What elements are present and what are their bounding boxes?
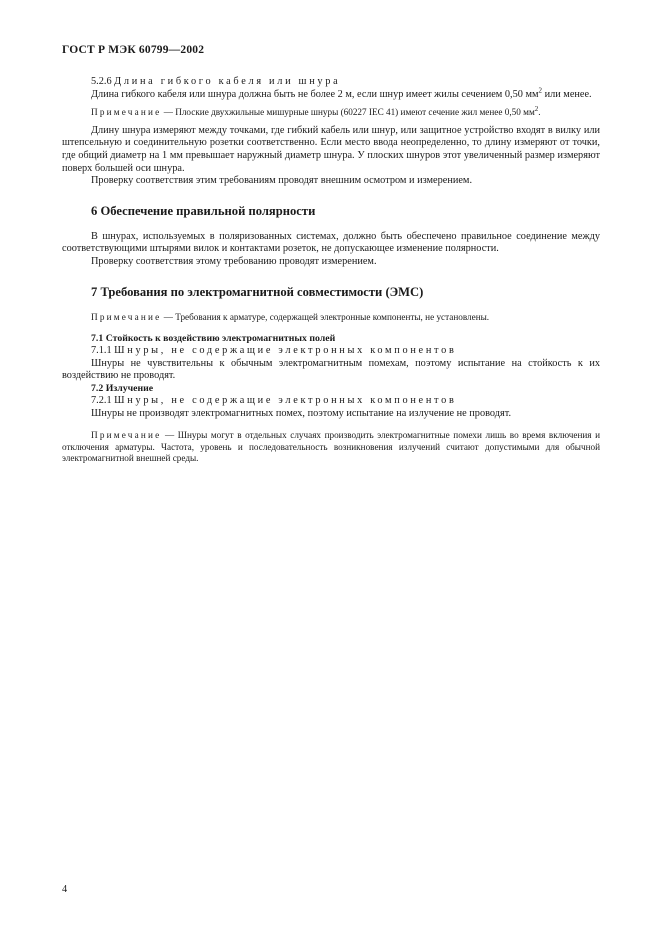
clause-7-2-heading: 7.2 Излучение — [91, 382, 154, 394]
note-label: Примечание — [91, 311, 162, 322]
clause-5-2-6-paragraph-3: Проверку соответствия этим требованиям проводят внешним осмотром и измерением. — [91, 175, 473, 187]
clause-7-1-1-text: Шнуры не чувствительны к обычным электромагнитным помехам, поэтому испытание на стойкость к их воздействию не проводят. — [62, 357, 600, 382]
section-7-heading: 7 Требования по электромагнитной совместимости (ЭМС) — [91, 284, 424, 299]
clause-5-2-6-heading — [62, 76, 600, 89]
clause-5-2-6-paragraph-1: Длина гибкого кабеля или шнура должна быть не более 2 м, если шнур имеет жилы сечением 0,50 $мм^2$ или менее. — [91, 86, 592, 100]
clause-7-1-heading: 7.1 Стойкость к воздействию электромагнитных полей — [91, 333, 336, 345]
clause-7-2-note: Примечание — Шнуры могут в отдельных случаях производить электромагнитные помехи лишь во время включения и отключения арматуры. Частота, уровень и последовательность возникновения излучений считают допустимыми для обычной электромагнитной внешней среды. — [62, 430, 600, 464]
section-6-paragraph-2: Проверку соответствия этому требованию проводят измерением. — [91, 255, 377, 267]
clause-number: 5.2.6 — [91, 76, 112, 87]
section-6-paragraph-1: В шнурах, используемых в поляризованных системах, должно быть обеспечено правильное соединение между соответствующими штырями вилок и контактами розеток, не допускающее изменение полярности. — [62, 230, 600, 255]
clause-5-2-6-note: Примечание — Плоские двухжильные мишурные шнуры (60227 IEC 41) имеют сечение жил менее 0,50 $мм^2$. — [91, 105, 541, 118]
clause-5-2-6-paragraph-2: Длину шнура измеряют между точками, где гибкий кабель или шнур, или защитное устройство входят в вилку или штепсельную и соединительную розетки соответственно. Если место ввода неопределенно, то длину измеряют от точки, где общий диаметр на 1 мм превышает наружный диаметр шнура. У плоских шнуров этот увеличенный размер измеряют поверх большей оси шнура. — [62, 124, 600, 174]
clause-7-1-1-heading: 7.1.1 Шнуры, не содержащие электронных компонентов — [91, 345, 457, 357]
document-header: ГОСТ Р МЭК 60799—2002 — [62, 44, 205, 56]
section-6-heading: 6 Обеспечение правильной полярности — [91, 203, 316, 218]
clause-7-2-1-heading: 7.2.1 Шнуры, не содержащие электронных компонентов — [91, 394, 457, 406]
note-label: Примечание — [91, 107, 162, 118]
document-page — [62, 44, 600, 471]
page-number: 4 — [62, 884, 68, 895]
clause-title: Длина гибкого кабеля или шнура — [114, 76, 341, 87]
section-7-note: Примечание — Требования к арматуре, содержащей электронные компоненты, не установлены. — [91, 311, 490, 322]
clause-7-2-1-text: Шнуры не производят электромагнитных помех, поэтому испытание на излучение не проводят. — [91, 407, 512, 419]
note-label: Примечание — [91, 430, 162, 441]
